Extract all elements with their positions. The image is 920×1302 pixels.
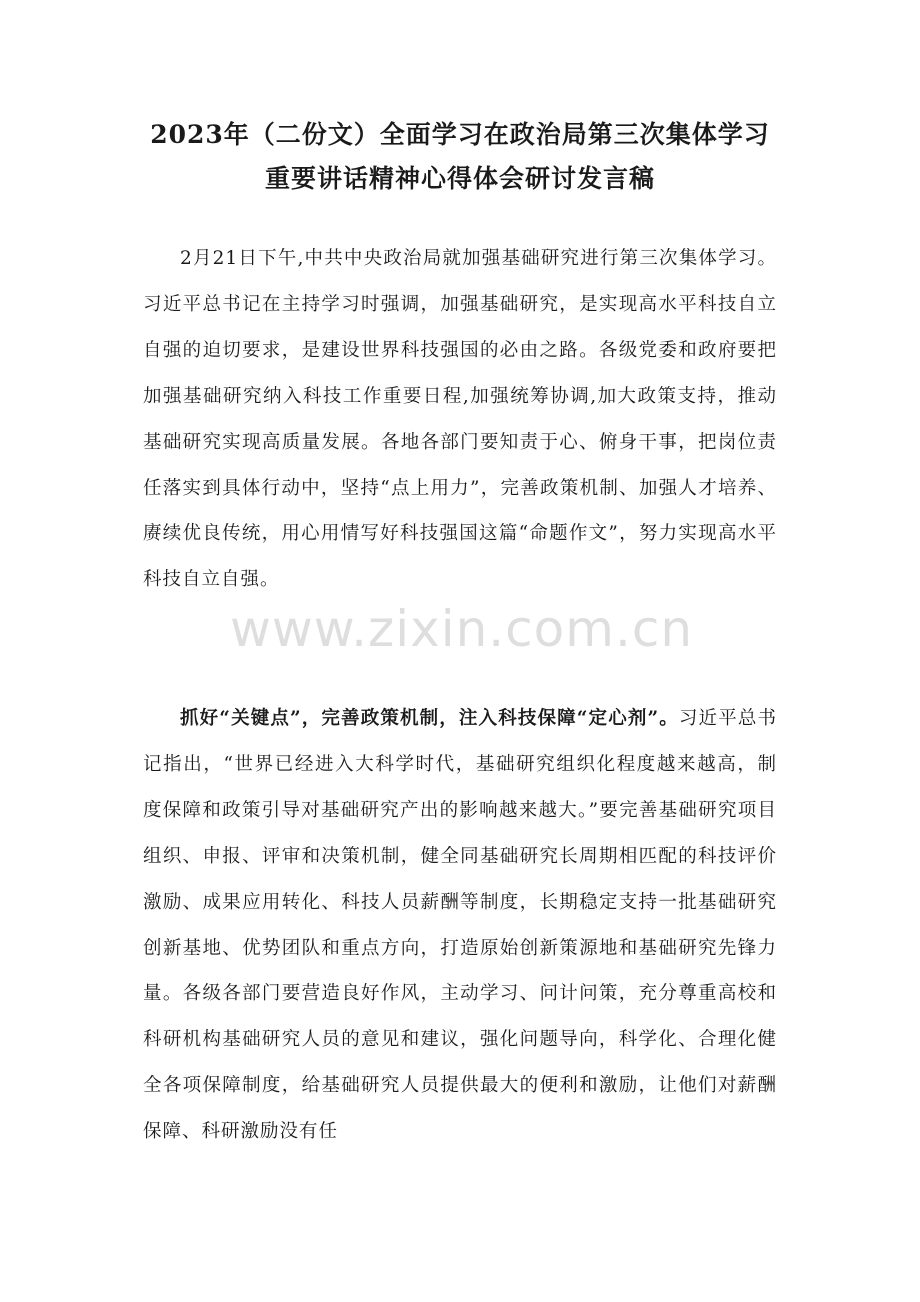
paragraph-2-body: 习近平总书记指出，“世界已经进入大科学时代，基础研究组织化程度越来越高，制度保障和政策引导对基础研究产出的影响越来越大。”要完善基础研究项目组织、申报、评审和决策机制，健全同基础研究长周期相匹配的科技评价激励、成果应用转化、科技人员薪酬等制度，长期稳定支持一批基础研究创新基地、优势团队和重点方向，打造原始创新策源地和基础研究先锋力量。各级各部门要营造良好作风，主动学习、问计问策，充分尊重高校和科研机构基础研究人员的意见和建议，强化问题导向，科学化、合理化健全各项保障制度，给基础研究人员提供最大的便利和激励，让他们对薪酬保障、科研激励没有任: [143, 708, 777, 1143]
paragraph-2-lead: 抓好“关键点”，完善政策机制，注入科技保障“定心剂”。: [180, 708, 679, 729]
title-line-1: 2023年（二份文）全面学习在政治局第三次集体学习: [150, 120, 770, 149]
paragraph-1: 2月21日下午,中共中央政治局就加强基础研究进行第三次集体学习。习近平总书记在主持学习时强调，加强基础研究，是实现高水平科技自立自强的迫切要求，是建设世界科技强国的必由之路。各级党委和政府要把加强基础研究纳入科技工作重要日程,加强统筹协调,加大政策支持，推动基础研究实现高质量发展。各地各部门要知责于心、俯身干事，把岗位责任落实到具体行动中，坚持“点上用力”，完善政策机制、加强人才培养、赓续优良传统，用心用情写好科技强国这篇“命题作文”，努力实现高水平科技自立自强。: [143, 248, 777, 591]
document-title: [120, 113, 800, 201]
watermark: www.zixin.com.cn: [230, 600, 694, 658]
paragraph-2: [143, 696, 777, 1155]
title-line-2: 重要讲话精神心得体会研讨发言稿: [264, 164, 655, 193]
